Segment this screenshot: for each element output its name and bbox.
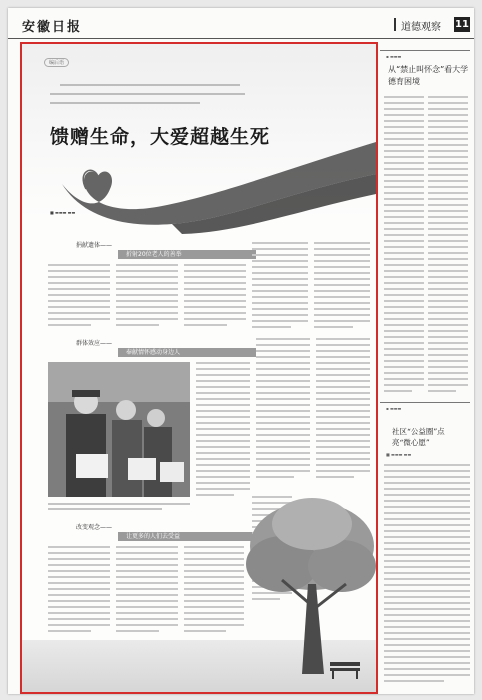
masthead: [8, 8, 474, 39]
column-text: [196, 362, 250, 502]
section-name: 道德观察: [401, 22, 441, 33]
subhead-2-band: 奉献情怀感动身边人: [118, 348, 256, 357]
sidebar-story-2-title[interactable]: 社区“公益圈”点亮“微心愿”: [392, 427, 445, 447]
photo-caption: [48, 501, 190, 510]
sidebar-byline: ■ ▬▬▬ ▬▬: [386, 452, 412, 457]
ribbon-illustration: [22, 134, 376, 244]
column-text: [116, 546, 178, 636]
column-text: [314, 242, 370, 332]
sidebar-rule: [380, 402, 470, 403]
tree-illustration: [242, 484, 376, 692]
sidebar-text: [384, 464, 470, 690]
story-kicker: 编后语: [44, 58, 69, 67]
sidebar-story-1-title[interactable]: 从“禁止叫怀念”看大学德育困境: [388, 65, 469, 86]
column-text: [116, 264, 178, 332]
section-divider: [394, 18, 396, 31]
column-text: [256, 338, 310, 488]
sidebar-kicker: ▪ ▬▬▬: [386, 406, 402, 411]
column-text: [48, 546, 110, 636]
paper-name: 安徽日报: [22, 20, 83, 35]
sidebar-kicker: ▪ ▬▬▬: [386, 54, 402, 59]
column-text: [184, 546, 244, 636]
subhead-1-label: 捐献遗体——: [76, 242, 113, 249]
newspaper-page: [8, 8, 474, 694]
column-text: [316, 338, 370, 488]
subhead-2-label: 群体效应——: [76, 340, 113, 347]
sidebar-text: [384, 96, 424, 396]
column-text: [48, 264, 110, 332]
column-text: [184, 264, 246, 332]
sidebar-text: [428, 96, 468, 396]
news-photo: [48, 362, 190, 497]
subhead-3-label: 改变观念——: [76, 524, 113, 531]
page-number: 11: [455, 19, 469, 30]
subhead-3-band: 让更多的人们去受益: [118, 532, 256, 541]
column-text: [252, 242, 308, 332]
story-headline: 馈赠生命，大爱超越生死: [50, 126, 271, 148]
story-intro: [50, 80, 250, 104]
subhead-1-band: 折射20位老人的善举: [118, 250, 256, 259]
byline: ■ ▬▬▬ ▬▬: [50, 210, 76, 215]
sidebar-rule: [380, 50, 470, 51]
feature-story[interactable]: [20, 42, 378, 694]
